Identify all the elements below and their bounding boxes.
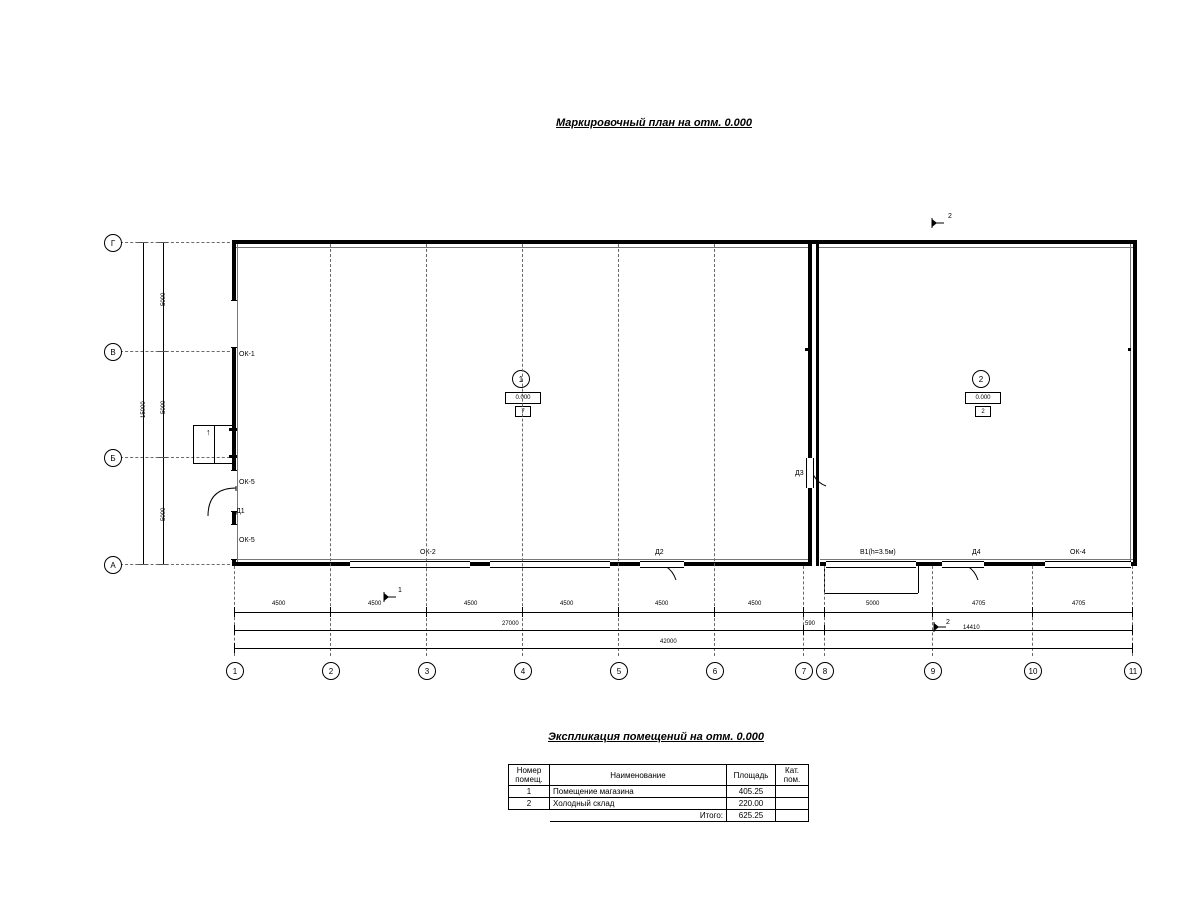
label-ok4: ОК-4 (1070, 549, 1086, 556)
table-row (509, 798, 809, 810)
label-gate-b1: В1(h=3.5м) (860, 549, 896, 556)
table-total-row (509, 810, 809, 822)
cell-category (776, 798, 809, 810)
explication-table (508, 764, 809, 822)
label-d4: Д4 (972, 549, 981, 556)
dim-v-5000-2: 5000 (161, 400, 167, 414)
col-header-category: Кат. пом. (776, 765, 809, 786)
axis-marker-1: 1 (226, 662, 244, 680)
dim-tick (138, 242, 148, 243)
wall-right (1133, 240, 1137, 566)
cell-name: Помещение магазина (550, 786, 727, 798)
page-title: Маркировочный план на отм. 0.000 (556, 117, 752, 129)
cell-area: 405.25 (727, 786, 776, 798)
section-label-1: 1 (398, 587, 402, 594)
gate-b1-right (918, 563, 919, 593)
column-node (930, 241, 933, 244)
cell-category (776, 786, 809, 798)
dim-chain-2 (234, 630, 1132, 631)
wall-inner-right (1130, 244, 1131, 562)
dim-h1-6: 4500 (748, 601, 762, 607)
axis-marker-6: 6 (706, 662, 724, 680)
axis-marker-10: 10 (1024, 662, 1042, 680)
axis-marker-9: 9 (924, 662, 942, 680)
label-ok5b: ОК-5 (239, 537, 255, 544)
entrance-wall-stub-top (229, 428, 237, 431)
dim-h1-7: 5000 (866, 601, 880, 607)
dim-tick (158, 564, 168, 565)
dim-h1-3: 4500 (464, 601, 478, 607)
door-d1-swing-icon (206, 486, 240, 520)
dim-h1-2: 4500 (368, 601, 382, 607)
axis-line-v (120, 351, 235, 352)
wall-partition-center (808, 240, 812, 566)
explication-title: Экспликация помещений на отм. 0.000 (548, 731, 764, 743)
entrance-wall-stub-bottom (229, 455, 237, 458)
dim-h1-4: 4500 (560, 601, 574, 607)
axis-marker-b: Б (104, 449, 122, 467)
column-node (1128, 348, 1131, 351)
table-header-row (509, 765, 809, 786)
wall-partition-center-2 (816, 240, 819, 566)
label-ok2: ОК-2 (420, 549, 436, 556)
axis-marker-5: 5 (610, 662, 628, 680)
axis-marker-v: В (104, 343, 122, 361)
axis-marker-g: Г (104, 234, 122, 252)
room-level-2: 0.000 (965, 392, 1001, 404)
dim-h1-5: 4500 (655, 601, 669, 607)
label-ok5a: ОК-5 (239, 479, 255, 486)
door-opening-d3 (806, 458, 814, 488)
section-label-2-bottom: 2 (946, 619, 950, 626)
entrance-block-mid (214, 425, 215, 463)
dim-h1-1: 4500 (272, 601, 286, 607)
axis-marker-a: А (104, 556, 122, 574)
dim-tick (158, 351, 168, 352)
label-ok1: ОК-1 (239, 351, 255, 358)
room-level-1: 0.000 (505, 392, 541, 404)
label-d3: Д3 (795, 470, 804, 477)
dim-h2-27000: 27000 (502, 621, 519, 627)
dim-v-5000-3: 5000 (161, 507, 167, 521)
dim-tick (138, 564, 148, 565)
total-category (776, 810, 809, 822)
cell-name: Холодный склад (550, 798, 727, 810)
cell-number: 1 (509, 786, 550, 798)
axis-line-b (120, 457, 235, 458)
total-label: Итого: (550, 810, 727, 822)
section-mark-2-top-icon (928, 214, 948, 232)
axis-marker-11: 11 (1124, 662, 1142, 680)
dim-chain-1 (234, 612, 1132, 613)
dim-h3-42000: 42000 (660, 639, 677, 645)
door-opening-d4 (942, 561, 984, 568)
entrance-block-left (193, 425, 194, 463)
section-mark-1-icon (380, 588, 400, 606)
window-opening-ok5b (231, 524, 237, 560)
gate-b1-bottom (824, 593, 918, 594)
wall-top (232, 240, 1137, 244)
door-opening-d2 (640, 561, 684, 568)
axis-marker-8: 8 (816, 662, 834, 680)
total-value: 625.25 (727, 810, 776, 822)
room-number-2: 2 (972, 370, 990, 388)
dim-v-5000-1: 5000 (161, 292, 167, 306)
axis-marker-3: 3 (418, 662, 436, 680)
window-opening-ok2b (490, 561, 610, 568)
dim-h2-14410: 14410 (963, 625, 980, 631)
column-node (1030, 241, 1033, 244)
axis-marker-4: 4 (514, 662, 532, 680)
dim-h1-9: 4705 (1072, 601, 1086, 607)
col-header-name: Наименование (550, 765, 727, 786)
dim-chain-3 (234, 648, 1132, 649)
grid-line-6 (714, 244, 715, 656)
axis-marker-7: 7 (795, 662, 813, 680)
cell-number: 2 (509, 798, 550, 810)
wall-inner-top-right (819, 247, 1133, 248)
dim-h1-8: 4705 (972, 601, 986, 607)
grid-line-5 (618, 244, 619, 656)
label-d2: Д2 (655, 549, 664, 556)
window-opening-ok4 (1045, 561, 1131, 568)
entrance-block-bottom (193, 463, 233, 464)
dim-h2-590: 590 (805, 621, 816, 627)
window-opening-ok2 (350, 561, 470, 568)
room-category-2: 2 (975, 406, 991, 417)
col-header-number: Номер помещ. (509, 765, 550, 786)
gate-opening-b1 (826, 561, 916, 568)
dim-tick (158, 242, 168, 243)
section-label-2-top: 2 (948, 213, 952, 220)
entrance-block-top (193, 425, 233, 426)
grid-line-2 (330, 244, 331, 656)
room-number-1: 1 (512, 370, 530, 388)
dim-tick (158, 457, 168, 458)
grid-line-3 (426, 244, 427, 656)
room-category-1: 7 (515, 406, 531, 417)
window-opening-ok1 (231, 300, 237, 348)
grid-line-4 (522, 244, 523, 656)
cell-area: 220.00 (727, 798, 776, 810)
entrance-arrow-icon: ↑ (206, 427, 211, 437)
col-header-area: Площадь (727, 765, 776, 786)
label-d1: Д1 (236, 508, 245, 515)
table-row (509, 786, 809, 798)
column-node (805, 348, 808, 351)
dim-v-15000: 15000 (141, 401, 147, 418)
axis-marker-2: 2 (322, 662, 340, 680)
